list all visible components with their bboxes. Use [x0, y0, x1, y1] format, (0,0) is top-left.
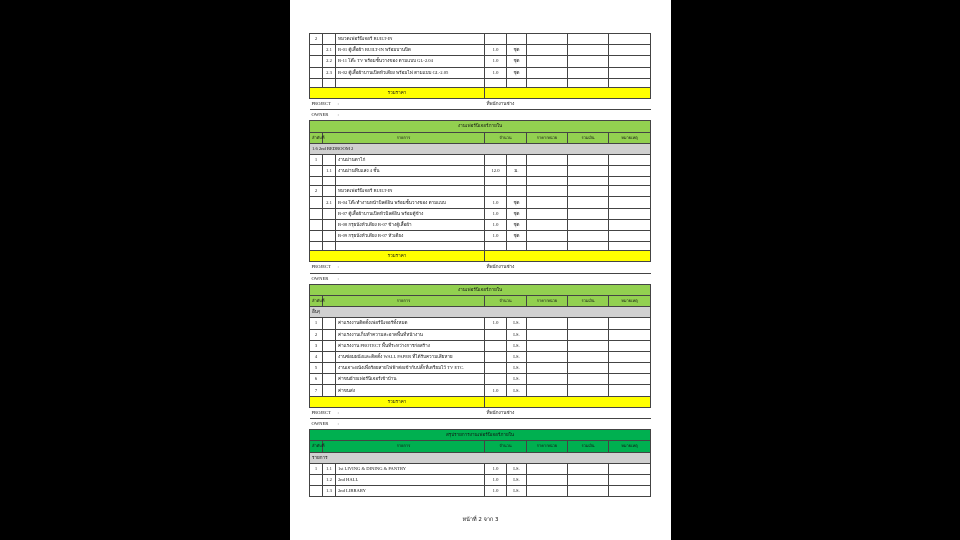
item-quantity: 1.0: [485, 318, 507, 329]
empty-cell: [336, 177, 485, 186]
empty-cell: [310, 177, 323, 186]
item-row: [310, 374, 651, 385]
empty-cell: [485, 110, 651, 121]
blank-row: [310, 177, 651, 186]
total-cell: [568, 219, 609, 230]
row-number: [310, 67, 323, 78]
item-code: [323, 340, 336, 351]
total-cell: [568, 67, 609, 78]
row-number: [310, 219, 323, 230]
empty-cell: [485, 273, 651, 284]
column-header-row: [310, 132, 651, 143]
project-row: [310, 262, 651, 273]
remark-cell: [609, 318, 651, 329]
empty-cell: [527, 98, 651, 109]
item-description: B-04 โต๊ะทำงานหน้าบิลต์อิน พร้อมชั้นวางของ ตามแบบ: [336, 197, 485, 208]
item-description: 2nd LIBRARY: [336, 486, 485, 497]
header-total: รวมเงิน: [568, 441, 609, 452]
row-number: 4: [310, 351, 323, 362]
header-item: รายการ: [323, 295, 485, 306]
item-description: ค่าแรงงาน PROTECT พื้นที่ระหว่างการก่อสร้าง: [336, 340, 485, 351]
unit-price-cell: [527, 45, 568, 56]
project-label: PROJECT: [310, 407, 336, 418]
item-unit: [507, 186, 527, 197]
item-description: B-09 กรุผนังหัวเตียง B-07 หัวเตียง: [336, 231, 485, 242]
colon: :: [336, 262, 485, 273]
remark-cell: [609, 463, 651, 474]
site-label: ที่พนักงานช่าง: [485, 262, 527, 273]
section-title-row: [310, 121, 651, 132]
item-code: [323, 318, 336, 329]
empty-cell: [527, 262, 651, 273]
empty-cell: [485, 177, 507, 186]
subtotal-label: รวมราคา: [310, 87, 485, 98]
colon: :: [336, 273, 485, 284]
empty-cell: [568, 78, 609, 87]
subtotal-value: [485, 251, 651, 262]
item-row: [310, 363, 651, 374]
total-cell: [568, 56, 609, 67]
unit-price-cell: [527, 208, 568, 219]
remark-cell: [609, 219, 651, 230]
total-cell: [568, 351, 609, 362]
room-row: [310, 143, 651, 154]
section-title: งานเฟอร์นิเจอร์ภายใน: [310, 121, 651, 132]
item-quantity: [485, 34, 507, 45]
item-row: [310, 166, 651, 177]
item-description: B-08 กรุผนังหัวเตียง B-07 ข้างตู้เสื้อผ้า: [336, 219, 485, 230]
empty-cell: [609, 78, 651, 87]
item-row: [310, 340, 651, 351]
total-cell: [568, 318, 609, 329]
remark-cell: [609, 154, 651, 165]
item-description: หมวดเฟอร์นิเจอร์ BUILT-IN: [336, 34, 485, 45]
section-title-row: [310, 284, 651, 295]
item-code: [323, 186, 336, 197]
item-quantity: [485, 351, 507, 362]
remark-cell: [609, 374, 651, 385]
item-quantity: [485, 363, 507, 374]
remark-cell: [609, 351, 651, 362]
item-unit: ชุด: [507, 45, 527, 56]
item-row: [310, 486, 651, 497]
row-number: [310, 474, 323, 485]
row-number: [310, 166, 323, 177]
item-code: 2.1: [323, 45, 336, 56]
item-code: [323, 219, 336, 230]
item-row: [310, 318, 651, 329]
row-number: 2: [310, 34, 323, 45]
item-code: [323, 385, 336, 396]
unit-price-cell: [527, 318, 568, 329]
section-title: สรุปรายการงานเฟอร์นิเจอร์ภายใน: [310, 430, 651, 441]
unit-price-cell: [527, 329, 568, 340]
item-row: [310, 385, 651, 396]
row-number: 1: [310, 463, 323, 474]
row-number: 2: [310, 186, 323, 197]
item-description: B-02 ตู้เสื้อผ้าบานเปิดหัวเตียง พร้อมไฟ ตามแบบ GL-2.05: [336, 67, 485, 78]
header-unit-price: ราคา/หน่วย: [527, 132, 568, 143]
empty-cell: [310, 78, 323, 87]
total-cell: [568, 363, 609, 374]
item-description: 2nd HALL: [336, 474, 485, 485]
total-cell: [568, 231, 609, 242]
item-description: งานซ่อมผนังและติดตั้ง WALL PAPER ที่ได้รับความเสียหาย: [336, 351, 485, 362]
unit-price-cell: [527, 385, 568, 396]
item-description: งานม่านทึบแสง 4 ชั้น: [336, 166, 485, 177]
item-description: B-11 โต๊ะ TV พร้อมชั้นวางของ ตามแบบ GL-2.04: [336, 56, 485, 67]
item-code: 1.2: [323, 474, 336, 485]
owner-label: OWNER: [310, 419, 336, 430]
empty-cell: [485, 242, 507, 251]
item-quantity: 12.0: [485, 166, 507, 177]
item-quantity: [485, 374, 507, 385]
room-title: 1.6 2nd BEDROOM 2: [310, 143, 651, 154]
unit-price-cell: [527, 351, 568, 362]
header-qty: จำนวน: [485, 132, 527, 143]
item-unit: LS.: [507, 363, 527, 374]
remark-cell: [609, 197, 651, 208]
header-unit-price: ราคา/หน่วย: [527, 295, 568, 306]
item-unit: LS.: [507, 374, 527, 385]
item-row: [310, 67, 651, 78]
room-title: รายการ: [310, 452, 651, 463]
item-quantity: 1.0: [485, 197, 507, 208]
empty-cell: [507, 78, 527, 87]
unit-price-cell: [527, 463, 568, 474]
total-cell: [568, 463, 609, 474]
item-code: 2.1: [323, 197, 336, 208]
group-row: [310, 154, 651, 165]
row-number: [310, 56, 323, 67]
section-title-row: [310, 430, 651, 441]
empty-cell: [310, 242, 323, 251]
subtotal-row: [310, 396, 651, 407]
item-quantity: 1.0: [485, 45, 507, 56]
item-unit: LS.: [507, 340, 527, 351]
item-description: B-07 ตู้เสื้อผ้าบานเปิดหัวบิลต์อิน พร้อมตู้ข้าง: [336, 208, 485, 219]
total-cell: [568, 385, 609, 396]
item-unit: ชุด: [507, 219, 527, 230]
header-no: ลำดับที่: [310, 132, 323, 143]
section-title: งานเฟอร์นิเจอร์ภายใน: [310, 284, 651, 295]
unit-price-cell: [527, 56, 568, 67]
header-unit-price: ราคา/หน่วย: [527, 441, 568, 452]
empty-cell: [568, 242, 609, 251]
remark-cell: [609, 45, 651, 56]
item-description: ค่าขนส่ง: [336, 385, 485, 396]
item-description: ค่าแรงงานเก็บทำความสะอาดพื้นที่หน้างาน: [336, 329, 485, 340]
item-code: [323, 363, 336, 374]
owner-row: [310, 273, 651, 284]
column-header-row: [310, 295, 651, 306]
document-page: [290, 0, 671, 540]
unit-price-cell: [527, 231, 568, 242]
colon: :: [336, 98, 485, 109]
unit-price-cell: [527, 219, 568, 230]
remark-cell: [609, 474, 651, 485]
group-row: [310, 34, 651, 45]
row-number: 7: [310, 385, 323, 396]
item-unit: ชุด: [507, 208, 527, 219]
item-code: 1.3: [323, 486, 336, 497]
empty-cell: [336, 78, 485, 87]
empty-cell: [323, 177, 336, 186]
row-number: 3: [310, 340, 323, 351]
empty-cell: [527, 177, 568, 186]
item-code: 2.2: [323, 56, 336, 67]
project-row: [310, 407, 651, 418]
item-row: [310, 329, 651, 340]
owner-label: OWNER: [310, 273, 336, 284]
total-cell: [568, 34, 609, 45]
remark-cell: [609, 208, 651, 219]
item-row: [310, 463, 651, 474]
room-row: [310, 452, 651, 463]
page-footer: หน้าที่ 2 จาก 3: [462, 517, 499, 523]
row-number: [310, 45, 323, 56]
total-cell: [568, 45, 609, 56]
empty-cell: [323, 78, 336, 87]
item-quantity: 1.0: [485, 56, 507, 67]
remark-cell: [609, 486, 651, 497]
item-unit: ชุด: [507, 56, 527, 67]
item-description: 1st LIVING & DINING & PANTRY: [336, 463, 485, 474]
item-code: [323, 154, 336, 165]
item-unit: LS.: [507, 474, 527, 485]
header-item: รายการ: [323, 441, 485, 452]
total-cell: [568, 486, 609, 497]
subtotal-label: รวมราคา: [310, 251, 485, 262]
item-code: [323, 374, 336, 385]
remark-cell: [609, 67, 651, 78]
header-remark: หมายเหตุ: [609, 132, 651, 143]
colon: :: [336, 419, 485, 430]
header-remark: หมายเหตุ: [609, 295, 651, 306]
item-unit: ชุด: [507, 231, 527, 242]
item-description: ค่าแรงงานติดตั้งเฟอร์นิเจอร์ทั้งหมด: [336, 318, 485, 329]
empty-cell: [485, 419, 651, 430]
total-cell: [568, 186, 609, 197]
project-label: PROJECT: [310, 262, 336, 273]
item-code: [323, 208, 336, 219]
unit-price-cell: [527, 186, 568, 197]
row-number: [310, 208, 323, 219]
unit-price-cell: [527, 34, 568, 45]
unit-price-cell: [527, 374, 568, 385]
item-unit: [507, 34, 527, 45]
empty-cell: [323, 242, 336, 251]
unit-price-cell: [527, 340, 568, 351]
item-row: [310, 197, 651, 208]
row-number: 1: [310, 154, 323, 165]
item-unit: ชุด: [507, 67, 527, 78]
header-item: รายการ: [323, 132, 485, 143]
empty-cell: [527, 407, 651, 418]
row-number: [310, 197, 323, 208]
row-number: [310, 486, 323, 497]
header-no: ลำดับที่: [310, 295, 323, 306]
empty-cell: [609, 177, 651, 186]
site-label: ที่พนักงานช่าง: [485, 407, 527, 418]
item-unit: LS.: [507, 463, 527, 474]
blank-row: [310, 242, 651, 251]
item-quantity: [485, 186, 507, 197]
owner-label: OWNER: [310, 110, 336, 121]
subtotal-row: [310, 251, 651, 262]
item-unit: ชุด: [507, 197, 527, 208]
item-quantity: [485, 340, 507, 351]
empty-cell: [336, 242, 485, 251]
unit-price-cell: [527, 67, 568, 78]
header-qty: จำนวน: [485, 295, 527, 306]
item-unit: ม.: [507, 166, 527, 177]
remark-cell: [609, 56, 651, 67]
item-quantity: [485, 329, 507, 340]
total-cell: [568, 154, 609, 165]
item-unit: LS.: [507, 329, 527, 340]
row-number: 5: [310, 363, 323, 374]
unit-price-cell: [527, 197, 568, 208]
room-row: [310, 307, 651, 318]
header-remark: หมายเหตุ: [609, 441, 651, 452]
item-row: [310, 351, 651, 362]
item-row: [310, 45, 651, 56]
total-cell: [568, 166, 609, 177]
header-qty: จำนวน: [485, 441, 527, 452]
item-unit: LS.: [507, 486, 527, 497]
item-row: [310, 219, 651, 230]
colon: :: [336, 110, 485, 121]
item-quantity: 1.0: [485, 486, 507, 497]
item-unit: LS.: [507, 351, 527, 362]
owner-row: [310, 110, 651, 121]
item-code: 2.3: [323, 67, 336, 78]
unit-price-cell: [527, 363, 568, 374]
row-number: [310, 231, 323, 242]
item-quantity: 1.0: [485, 463, 507, 474]
item-row: [310, 231, 651, 242]
item-code: 1.1: [323, 463, 336, 474]
item-quantity: 1.0: [485, 231, 507, 242]
item-description: ค่าขนย้ายเฟอร์นิเจอร์เข้าบ้าน: [336, 374, 485, 385]
quotation-table: [309, 33, 651, 497]
item-quantity: 1.0: [485, 219, 507, 230]
item-code: [323, 351, 336, 362]
empty-cell: [507, 177, 527, 186]
remark-cell: [609, 363, 651, 374]
subtotal-value: [485, 396, 651, 407]
remark-cell: [609, 231, 651, 242]
column-header-row: [310, 441, 651, 452]
item-quantity: 1.0: [485, 208, 507, 219]
item-row: [310, 208, 651, 219]
item-unit: LS.: [507, 385, 527, 396]
total-cell: [568, 329, 609, 340]
empty-cell: [527, 242, 568, 251]
unit-price-cell: [527, 486, 568, 497]
unit-price-cell: [527, 474, 568, 485]
header-total: รวมเงิน: [568, 295, 609, 306]
total-cell: [568, 208, 609, 219]
item-unit: LS.: [507, 318, 527, 329]
total-cell: [568, 374, 609, 385]
item-code: [323, 34, 336, 45]
row-number: 1: [310, 318, 323, 329]
total-cell: [568, 340, 609, 351]
remark-cell: [609, 166, 651, 177]
empty-cell: [507, 242, 527, 251]
item-code: [323, 231, 336, 242]
unit-price-cell: [527, 166, 568, 177]
item-unit: [507, 154, 527, 165]
item-description: งานเจาะผนังเพื่อร้อยสายไฟฟ้าต่อเข้ากับปลั๊กที่เตรียมไว้ TV ETC.: [336, 363, 485, 374]
subtotal-label: รวมราคา: [310, 396, 485, 407]
project-label: PROJECT: [310, 98, 336, 109]
remark-cell: [609, 340, 651, 351]
empty-cell: [485, 78, 507, 87]
item-quantity: 1.0: [485, 385, 507, 396]
row-number: 6: [310, 374, 323, 385]
header-total: รวมเงิน: [568, 132, 609, 143]
row-number: 2: [310, 329, 323, 340]
owner-row: [310, 419, 651, 430]
remark-cell: [609, 34, 651, 45]
site-label: ที่พนักงานช่าง: [485, 98, 527, 109]
total-cell: [568, 474, 609, 485]
total-cell: [568, 197, 609, 208]
remark-cell: [609, 385, 651, 396]
item-row: [310, 56, 651, 67]
empty-cell: [527, 78, 568, 87]
empty-cell: [568, 177, 609, 186]
remark-cell: [609, 329, 651, 340]
item-code: 1.1: [323, 166, 336, 177]
item-description: B-01 ตู้เสื้อผ้า BUILT-IN พร้อมบานปิด: [336, 45, 485, 56]
group-row: [310, 186, 651, 197]
item-quantity: [485, 154, 507, 165]
room-title: อื่นๆ: [310, 307, 651, 318]
remark-cell: [609, 186, 651, 197]
colon: :: [336, 407, 485, 418]
item-quantity: 1.0: [485, 474, 507, 485]
item-description: หมวดเฟอร์นิเจอร์ BUILT-IN: [336, 186, 485, 197]
item-description: งานม่านตาไก่: [336, 154, 485, 165]
subtotal-row: [310, 87, 651, 98]
project-row: [310, 98, 651, 109]
blank-row: [310, 78, 651, 87]
subtotal-value: [485, 87, 651, 98]
item-code: [323, 329, 336, 340]
unit-price-cell: [527, 154, 568, 165]
header-no: ลำดับที่: [310, 441, 323, 452]
empty-cell: [609, 242, 651, 251]
item-quantity: 1.0: [485, 67, 507, 78]
item-row: [310, 474, 651, 485]
